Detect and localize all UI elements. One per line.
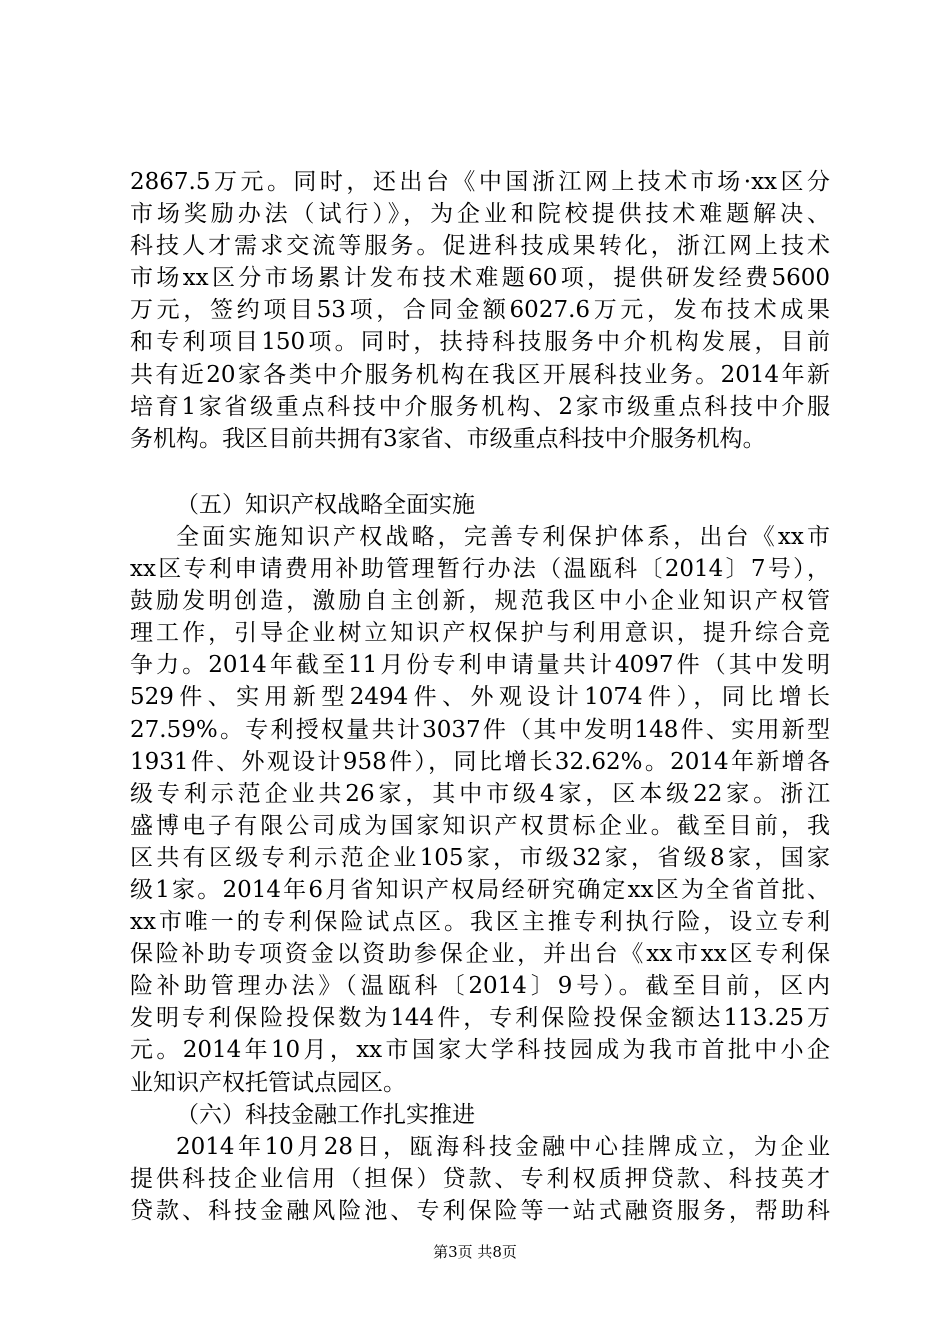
text-line: 元。2014年10月，xx市国家大学科技园成为我市首批中小企 (130, 1037, 830, 1064)
document-body (130, 166, 830, 1227)
text-line: 培育1家省级重点科技中介服务机构、2家市级重点科技中介服 (130, 393, 830, 420)
text-line: 争力。2014年截至11月份专利申请量共计4097件（其中发明 (130, 652, 830, 679)
text-line: 务机构。我区目前共拥有3家省、市级重点科技中介服务机构。 (130, 425, 766, 452)
text-line: 提供科技企业信用（担保）贷款、专利权质押贷款、科技英才 (130, 1165, 830, 1192)
text-line: 和专利项目150项。同时，扶持科技服务中介机构发展，目前 (130, 329, 830, 356)
text-line: 区共有区级专利示范企业105家，市级32家，省级8家，国家 (130, 844, 830, 871)
section-heading-tech-finance: （六）科技金融工作扎实推进 (176, 1101, 475, 1128)
text-line: 级专利示范企业共26家，其中市级4家，区本级22家。浙江 (130, 780, 830, 807)
page-number-footer: 第3页 共8页 (433, 1243, 517, 1261)
text-line: 共有近20家各类中介服务机构在我区开展科技业务。2014年新 (130, 361, 830, 388)
text-line: 529件、实用新型2494件、外观设计1074件），同比增长 (130, 684, 830, 711)
section-heading-ip-strategy: （五）知识产权战略全面实施 (176, 491, 475, 518)
text-line: 业知识产权托管试点园区。 (130, 1069, 406, 1096)
text-line: 1931件、外观设计958件），同比增长32.62%。2014年新增各 (130, 748, 830, 775)
paragraph-gap (130, 455, 830, 489)
text-line: 险补助管理办法》（温瓯科〔2014〕9号）。截至目前，区内 (130, 973, 830, 1000)
text-line: 市场xx区分市场累计发布技术难题60项，提供研发经费5600 (130, 265, 830, 292)
text-line: 鼓励发明创造，激励自主创新，规范我区中小企业知识产权管 (130, 588, 830, 615)
text-line: 市场奖励办法（试行）》，为企业和院校提供技术难题解决、 (130, 201, 830, 228)
text-line: 2014年10月28日，瓯海科技金融中心挂牌成立，为企业 (176, 1133, 830, 1160)
text-line: 贷款、科技金融风险池、专利保险等一站式融资服务，帮助科 (130, 1197, 830, 1224)
text-line: 2867.5万元。同时，还出台《中国浙江网上技术市场·xx区分 (130, 169, 830, 195)
text-line: 27.59%。专利授权量共计3037件（其中发明148件、实用新型 (130, 716, 830, 743)
text-line: xx市唯一的专利保险试点区。我区主推专利执行险，设立专利 (130, 909, 830, 936)
paragraph-tech-finance (130, 1131, 830, 1227)
text-line: 理工作，引导企业树立知识产权保护与利用意识，提升综合竞 (130, 620, 830, 647)
text-line: xx区专利申请费用补助管理暂行办法（温瓯科〔2014〕7号）， (130, 556, 830, 583)
text-line: 科技人才需求交流等服务。促进科技成果转化，浙江网上技术 (130, 233, 830, 260)
paragraph-tech-market (130, 166, 830, 455)
text-line: 万元，签约项目53项，合同金额6027.6万元，发布技术成果 (130, 297, 830, 324)
paragraph-ip-strategy (130, 521, 830, 1099)
text-line: 盛博电子有限公司成为国家知识产权贯标企业。截至目前，我 (130, 812, 830, 839)
text-line: 发明专利保险投保数为144件，专利保险投保金额达113.25万 (130, 1005, 830, 1032)
text-line: 全面实施知识产权战略，完善专利保护体系，出台《xx市 (176, 523, 830, 550)
text-line: 级1家。2014年6月省知识产权局经研究确定xx区为全省首批、 (130, 876, 830, 903)
text-line: 保险补助专项资金以资助参保企业，并出台《xx市xx区专利保 (130, 941, 830, 968)
